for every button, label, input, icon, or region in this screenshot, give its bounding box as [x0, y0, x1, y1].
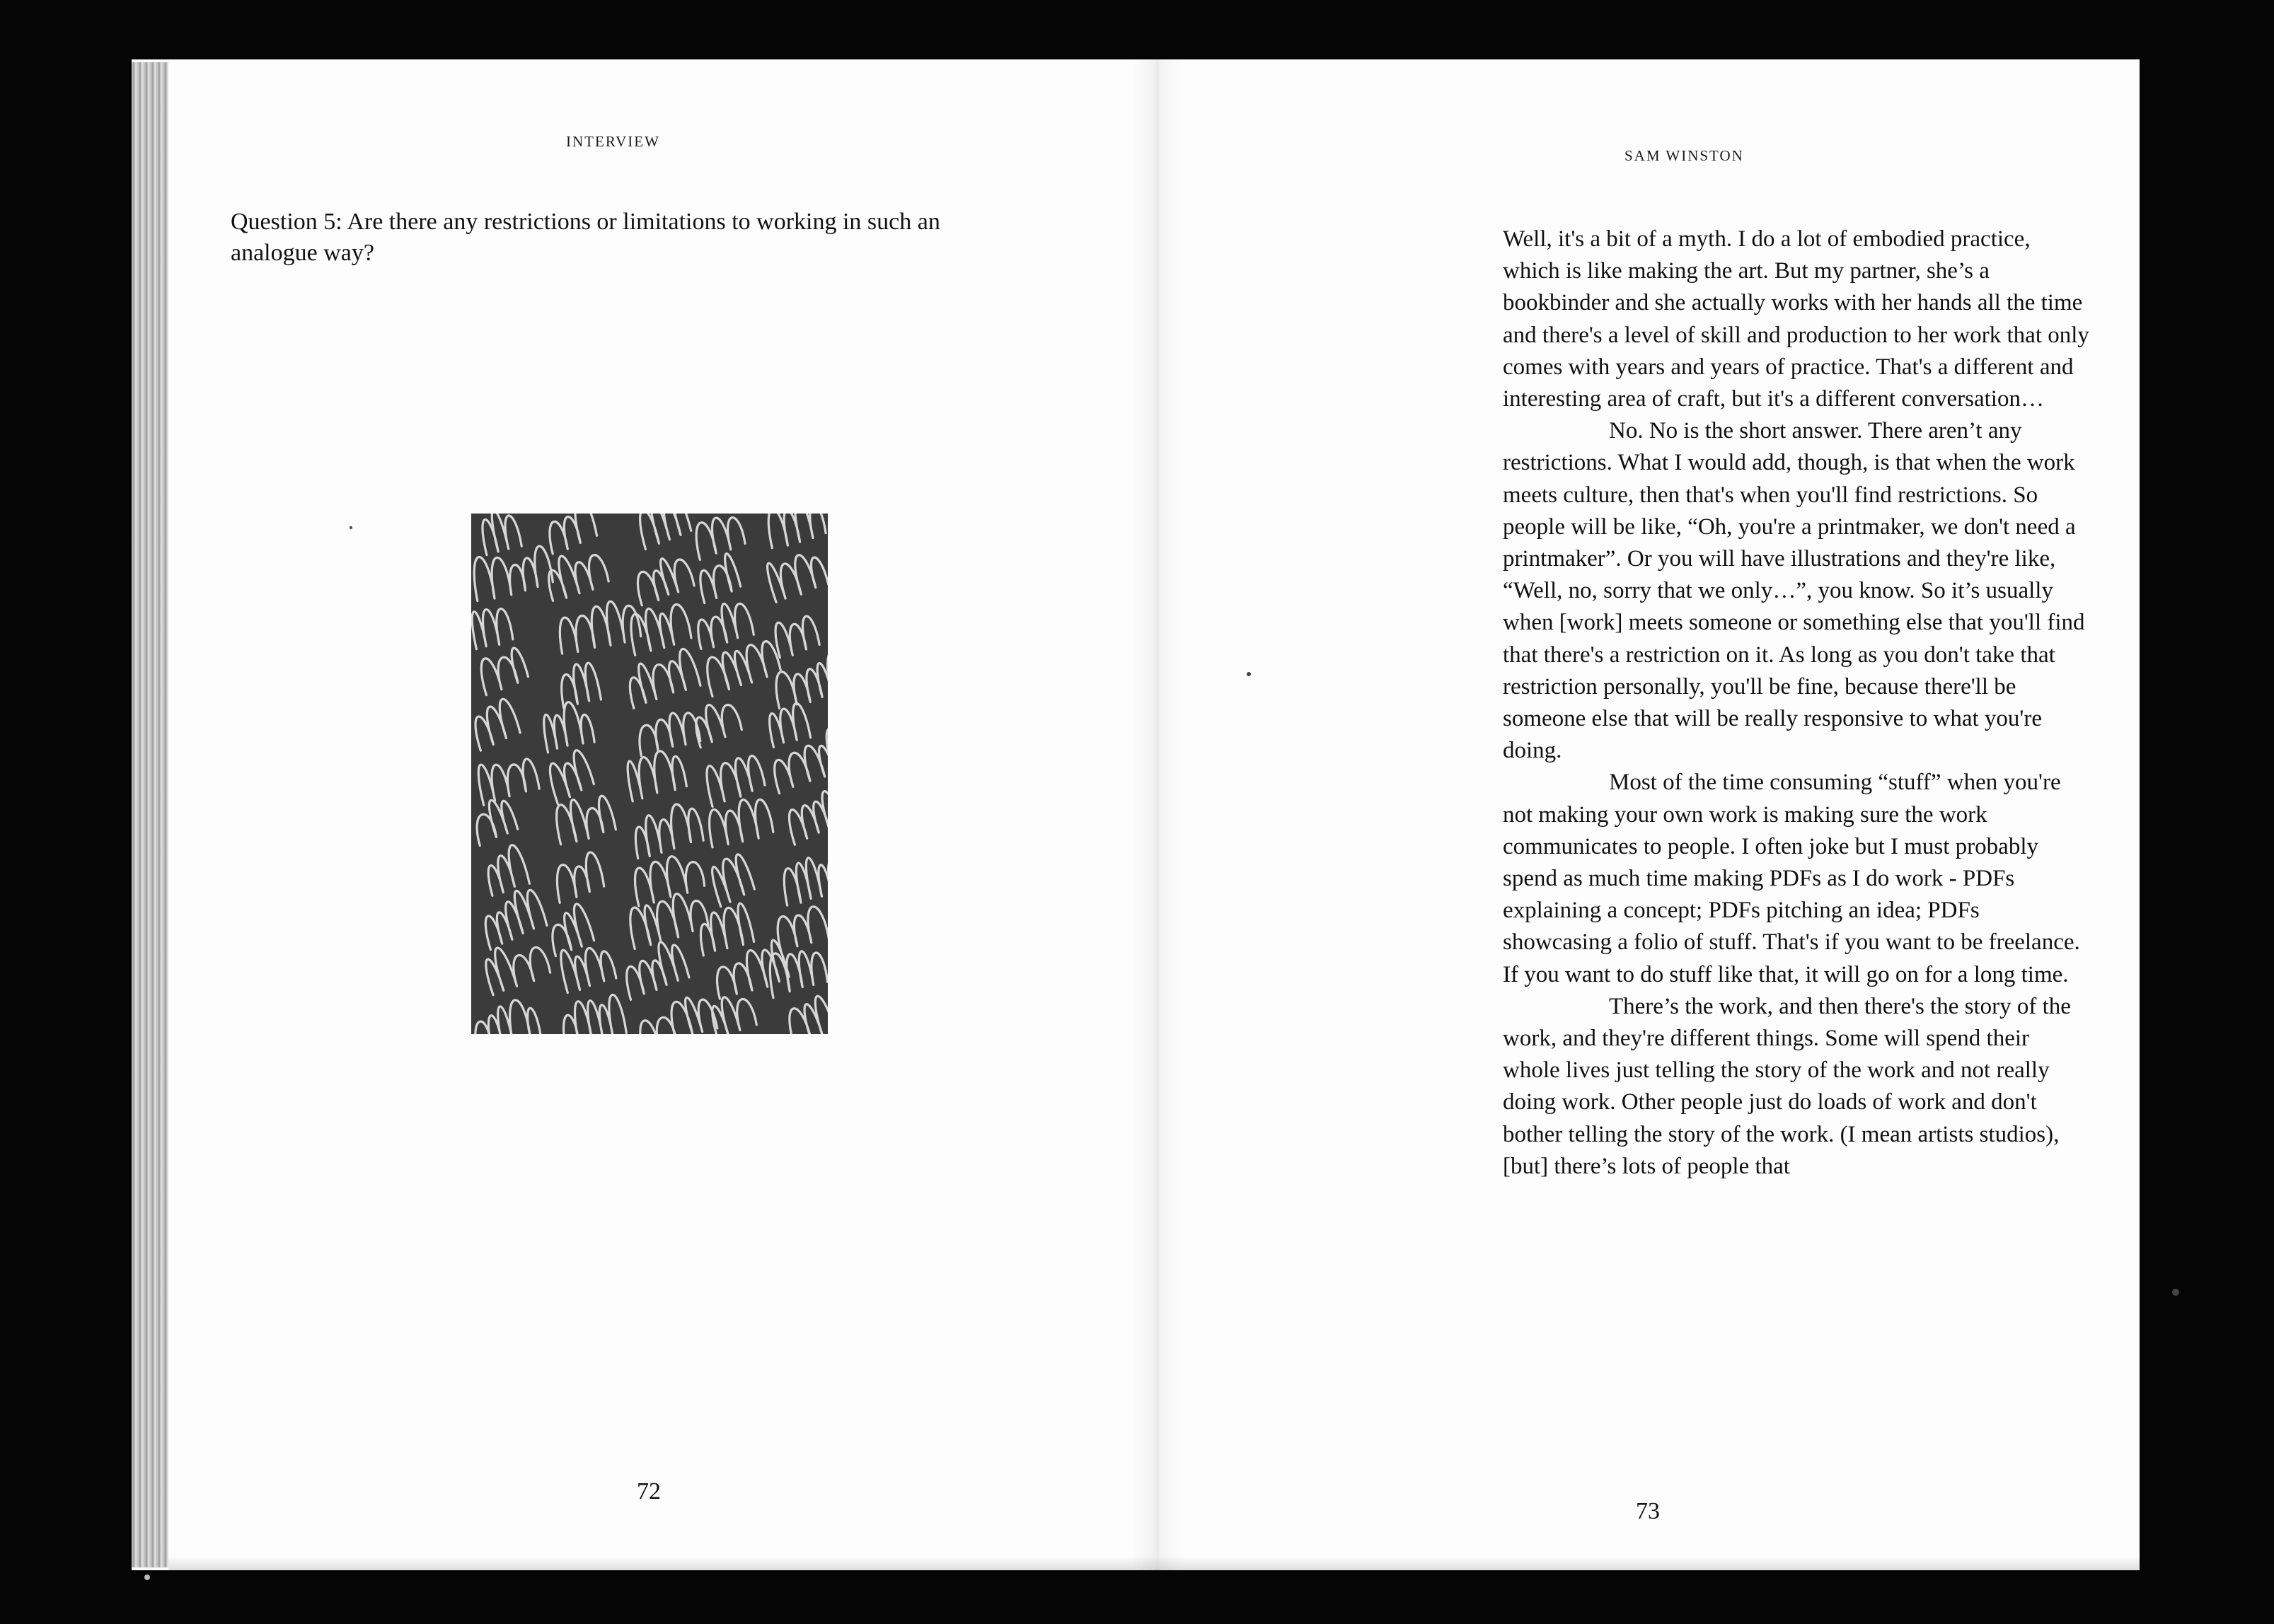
page-bottom-shadow	[168, 1556, 2140, 1570]
interview-question: Question 5: Are there any restrictions or limitations to working in such an analogue way?	[231, 209, 940, 266]
running-head-right: SAM WINSTON	[1624, 147, 1744, 164]
answer-paragraph: Most of the time consuming “stuff” when you're not making your own work is making sure the work communicates to people. I often joke but I must probably spend as much time making PDFs as I do work - PDFs explaining a concept; PDFs pitching an idea; PDFs showcasing a folio of stuff. That's if you want to be freelance. If you want to do stuff like that, it will go on for a long time.	[1503, 770, 2080, 987]
book-gutter	[1132, 59, 1183, 1570]
interview-answer	[1503, 224, 2090, 1183]
dust-speck	[2172, 1289, 2179, 1296]
running-head-left: INTERVIEW	[566, 133, 660, 150]
dust-speck	[1247, 672, 1251, 676]
page-edges	[132, 62, 168, 1567]
dust-speck	[350, 526, 352, 529]
dust-speck	[144, 1574, 150, 1580]
answer-paragraph: There’s the work, and then there's the story of the work, and they're different things. Some will spend their whole lives just telling the story of the work and not really doing work. Other people just do loads of work and don't bother telling the story of the work. (I mean artists studios), [but] there’s lots of people that	[1503, 993, 2071, 1179]
page-number-left: 72	[637, 1478, 661, 1504]
scribble-artwork	[471, 514, 828, 1034]
page-number-right: 73	[1636, 1498, 1660, 1524]
answer-paragraph: No. No is the short answer. There aren’t any restrictions. What I would add, though, is that when the work meets culture, then that's when you'll find restrictions. So people will be like, “Oh, you're a printmaker, we don't need a printmaker”. Or you will have illustrations and they're like, “Well, no, sorry that we only…”, you know. So it’s usually when [work] meets someone or something else that you'll find that there's a restriction on it. As long as you don't take that restriction personally, you'll be fine, because there'll be someone else that will be really responsive to what you're doing.	[1503, 418, 2085, 764]
answer-paragraph: Well, it's a bit of a myth. I do a lot of embodied practice, which is like making the art. But my partner, she’s a bookbinder and she actually works with her hands all the time and there's a level of skill and production to her work that only comes with years and years of practice. That's a different and interesting area of craft, but it's a different conversation…	[1503, 226, 2089, 412]
